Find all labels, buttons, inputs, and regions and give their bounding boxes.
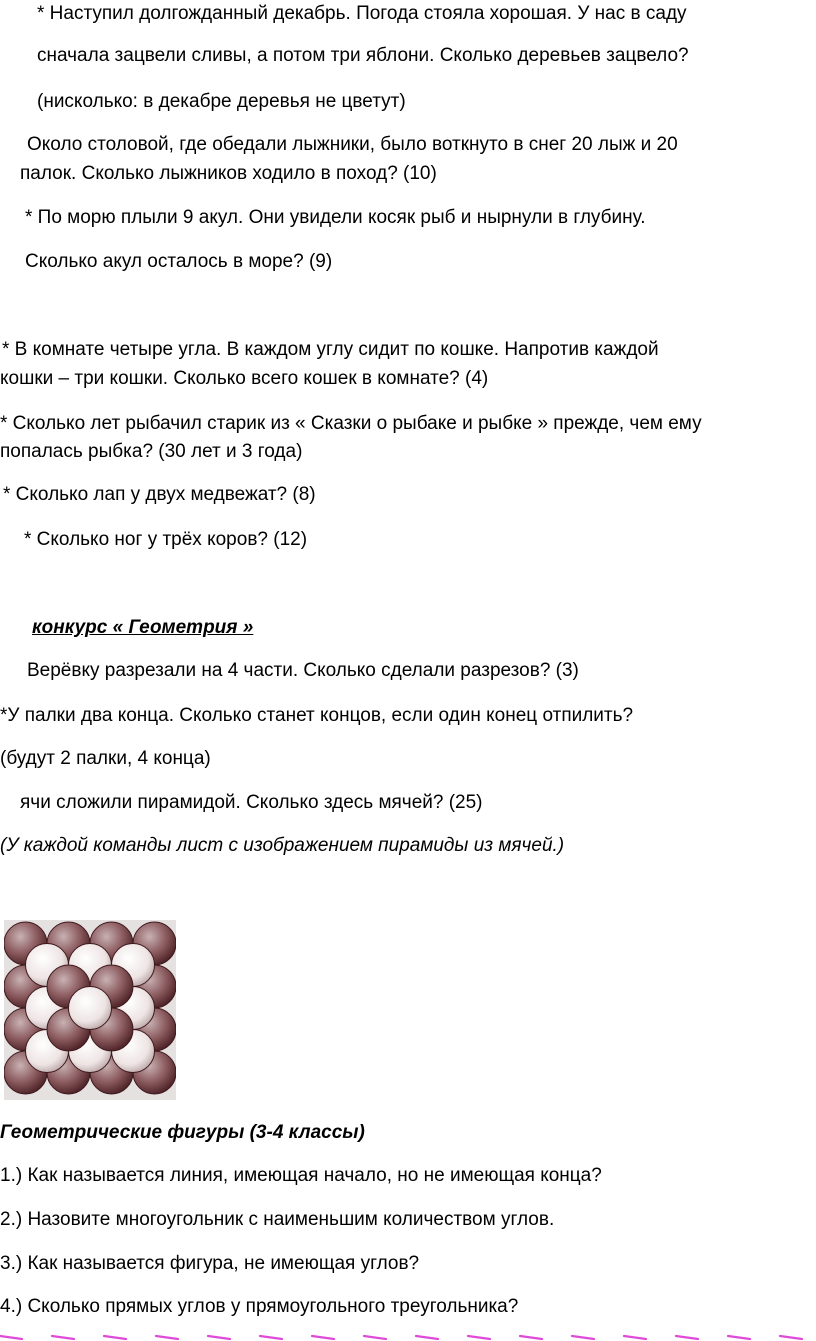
dash-mark (0, 1336, 22, 1339)
dash-mark (780, 1336, 802, 1339)
dash-mark (52, 1336, 74, 1339)
riddle-skiers-line-2: палок. Сколько лыжников ходило в поход? (10) (20, 163, 437, 184)
dash-mark (520, 1336, 542, 1339)
dash-mark (104, 1336, 126, 1339)
ball-pyramid-note: (У каждой команды лист с изображением пирамиды из мячей.) (0, 835, 565, 856)
dash-mark (364, 1336, 386, 1339)
riddle-stick-answer: (будут 2 палки, 4 конца) (0, 748, 211, 769)
riddle-rope: Верёвку разрезали на 4 части. Сколько сделали разрезов? (3) (27, 660, 579, 681)
shapes-question-3: 3.) Как называется фигура, не имеющая углов? (0, 1253, 420, 1274)
dash-mark (468, 1336, 490, 1339)
dash-mark (728, 1336, 750, 1339)
riddle-ball-pyramid: ячи сложили пирамидой. Сколько здесь мячей? (25) (20, 792, 483, 813)
shapes-question-1: 1.) Как называется линия, имеющая начало, но не имеющая конца? (0, 1165, 602, 1186)
riddle-december-answer: (нисколько: в декабре деревья не цветут) (37, 91, 406, 112)
dash-mark (312, 1336, 334, 1339)
riddle-bear-cubs: * Сколько лап у двух медвежат? (8) (3, 484, 316, 505)
riddle-fisherman-line-2: попалась рыбка? (30 лет и 3 года) (0, 441, 303, 462)
geometry-contest-heading: конкурс « Геометрия » (32, 617, 254, 638)
riddle-sharks-line-1: * По морю плыли 9 акул. Они увидели косяк рыб и нырнули в глубину. (25, 207, 646, 228)
dash-mark (156, 1336, 178, 1339)
shapes-quiz-heading: Геометрические фигуры (3-4 классы) (0, 1122, 365, 1143)
riddle-cats-line-2: кошки – три кошки. Сколько всего кошек в комнате? (4) (0, 368, 489, 389)
riddle-sharks-line-2: Сколько акул осталось в море? (9) (25, 251, 333, 272)
decorative-dash-border (0, 1334, 816, 1341)
dash-mark (676, 1336, 698, 1339)
riddle-skiers-line-1: Около столовой, где обедали лыжники, было воткнуто в снег 20 лыж и 20 (27, 134, 678, 155)
ball-top (69, 987, 112, 1030)
riddle-stick-line-1: *У палки два конца. Сколько станет концов, если один конец отпилить? (0, 705, 634, 726)
dash-mark (624, 1336, 646, 1339)
ball-pyramid-image (4, 920, 176, 1100)
riddle-cats-line-1: * В комнате четыре угла. В каждом углу сидит по кошке. Напротив каждой (2, 339, 659, 360)
riddle-december-line-1: * Наступил долгожданный декабрь. Погода стояла хорошая. У нас в саду (37, 3, 687, 24)
riddle-cows: * Сколько ног у трёх коров? (12) (24, 529, 308, 550)
dash-mark (416, 1336, 438, 1339)
riddle-fisherman-line-1: * Сколько лет рыбачил старик из « Сказки о рыбаке и рыбке » прежде, чем ему (0, 413, 702, 434)
dash-mark (260, 1336, 282, 1339)
dash-mark (572, 1336, 594, 1339)
shapes-question-2: 2.) Назовите многоугольник с наименьшим количеством углов. (0, 1209, 555, 1230)
dash-mark (208, 1336, 230, 1339)
riddle-december-line-2: сначала зацвели сливы, а потом три яблони. Сколько деревьев зацвело? (37, 45, 689, 66)
shapes-question-4: 4.) Сколько прямых углов у прямоугольного треугольника? (0, 1296, 519, 1317)
